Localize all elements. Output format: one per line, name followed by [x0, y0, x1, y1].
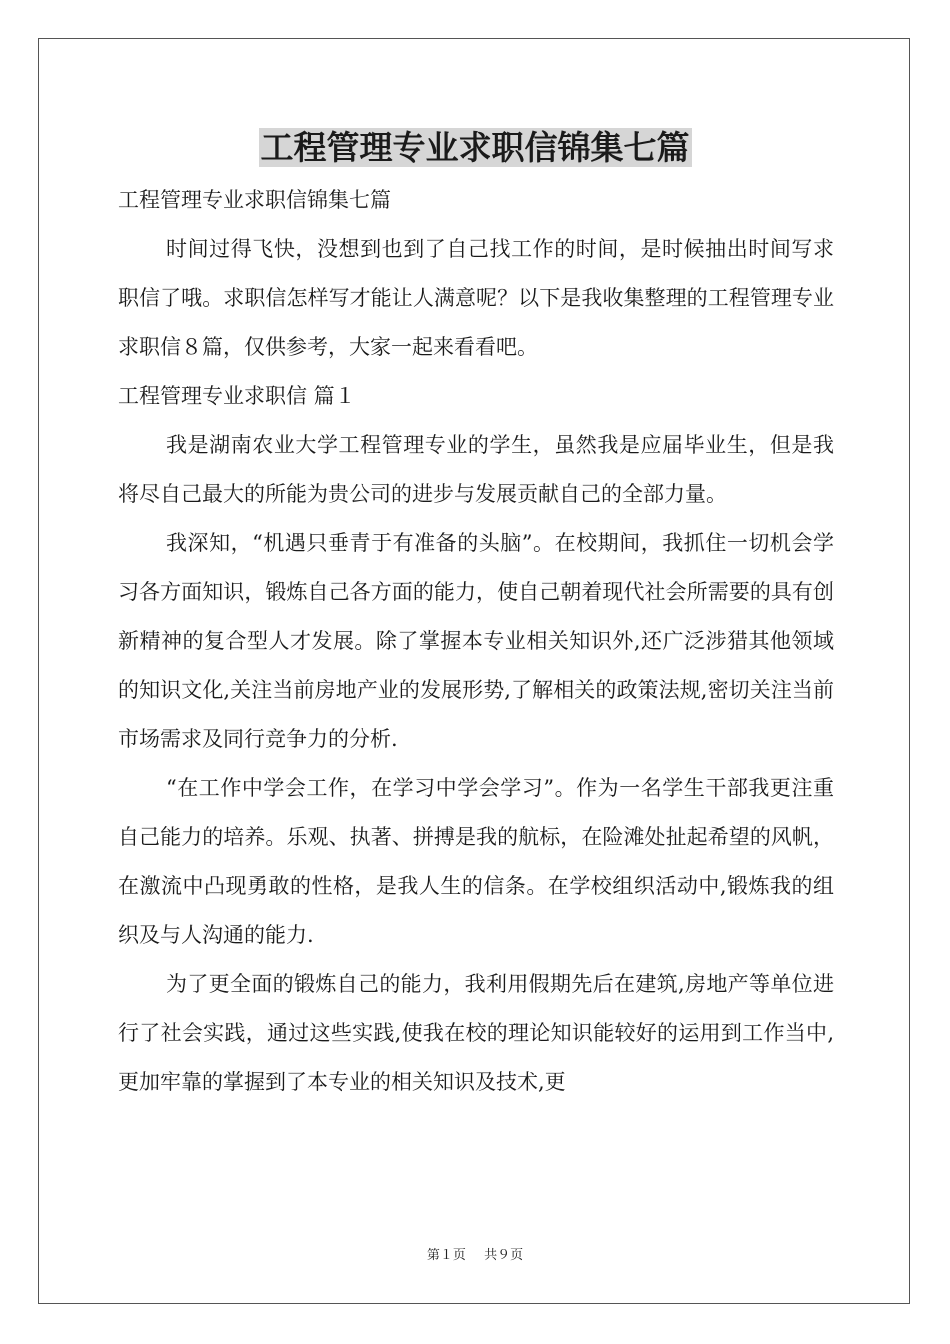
body-paragraph: “在工作中学会工作，在学习中学会学习”。作为一名学生干部我更注重自己能力的培养。乐观、执著、拼搏是我的航标，在险滩处扯起希望的风帆，在激流中凸现勇敢的性格，是我人生的信条。在学校组织活动中,锻炼我的组织及与人沟通的能力.: [118, 776, 834, 947]
page-total: 共９页: [484, 1248, 524, 1263]
page-footer: [0, 1247, 950, 1265]
intro-paragraph: 时间过得飞快，没想到也到了自己找工作的时间，是时候抽出时间写求职信了哦。求职信怎样写才能让人满意呢？以下是我收集整理的工程管理专业求职信８篇，仅供参考，大家一起来看看吧。: [118, 237, 834, 359]
body-paragraph: 我深知，“机遇只垂青于有准备的头脑”。在校期间，我抓住一切机会学习各方面知识，锻炼自己各方面的能力，使自己朝着现代社会所需要的具有创新精神的复合型人才发展。除了掌握本专业相关知识外,还广泛涉猎其他领域的知识文化,关注当前房地产业的发展形势,了解相关的政策法规,密切关注当前市场需求及同行竞争力的分析.: [118, 531, 834, 751]
document-title: [0, 126, 950, 170]
body-paragraph: 我是湖南农业大学工程管理专业的学生，虽然我是应届毕业生，但是我将尽自己最大的所能为贵公司的进步与发展贡献自己的全部力量。: [118, 433, 834, 506]
document-title-text: 工程管理专业求职信锦集七篇: [260, 128, 690, 167]
document-body: [118, 176, 834, 1107]
document-subtitle: 工程管理专业求职信锦集七篇: [118, 188, 391, 212]
body-paragraph: 为了更全面的锻炼自己的能力，我利用假期先后在建筑,房地产等单位进行了社会实践，通过这些实践,使我在校的理论知识能较好的运用到工作当中,更加牢靠的掌握到了本专业的相关知识及技术,更: [118, 972, 834, 1094]
section-heading: 工程管理专业求职信 篇１: [118, 384, 356, 408]
page-number: 第１页: [426, 1248, 466, 1263]
